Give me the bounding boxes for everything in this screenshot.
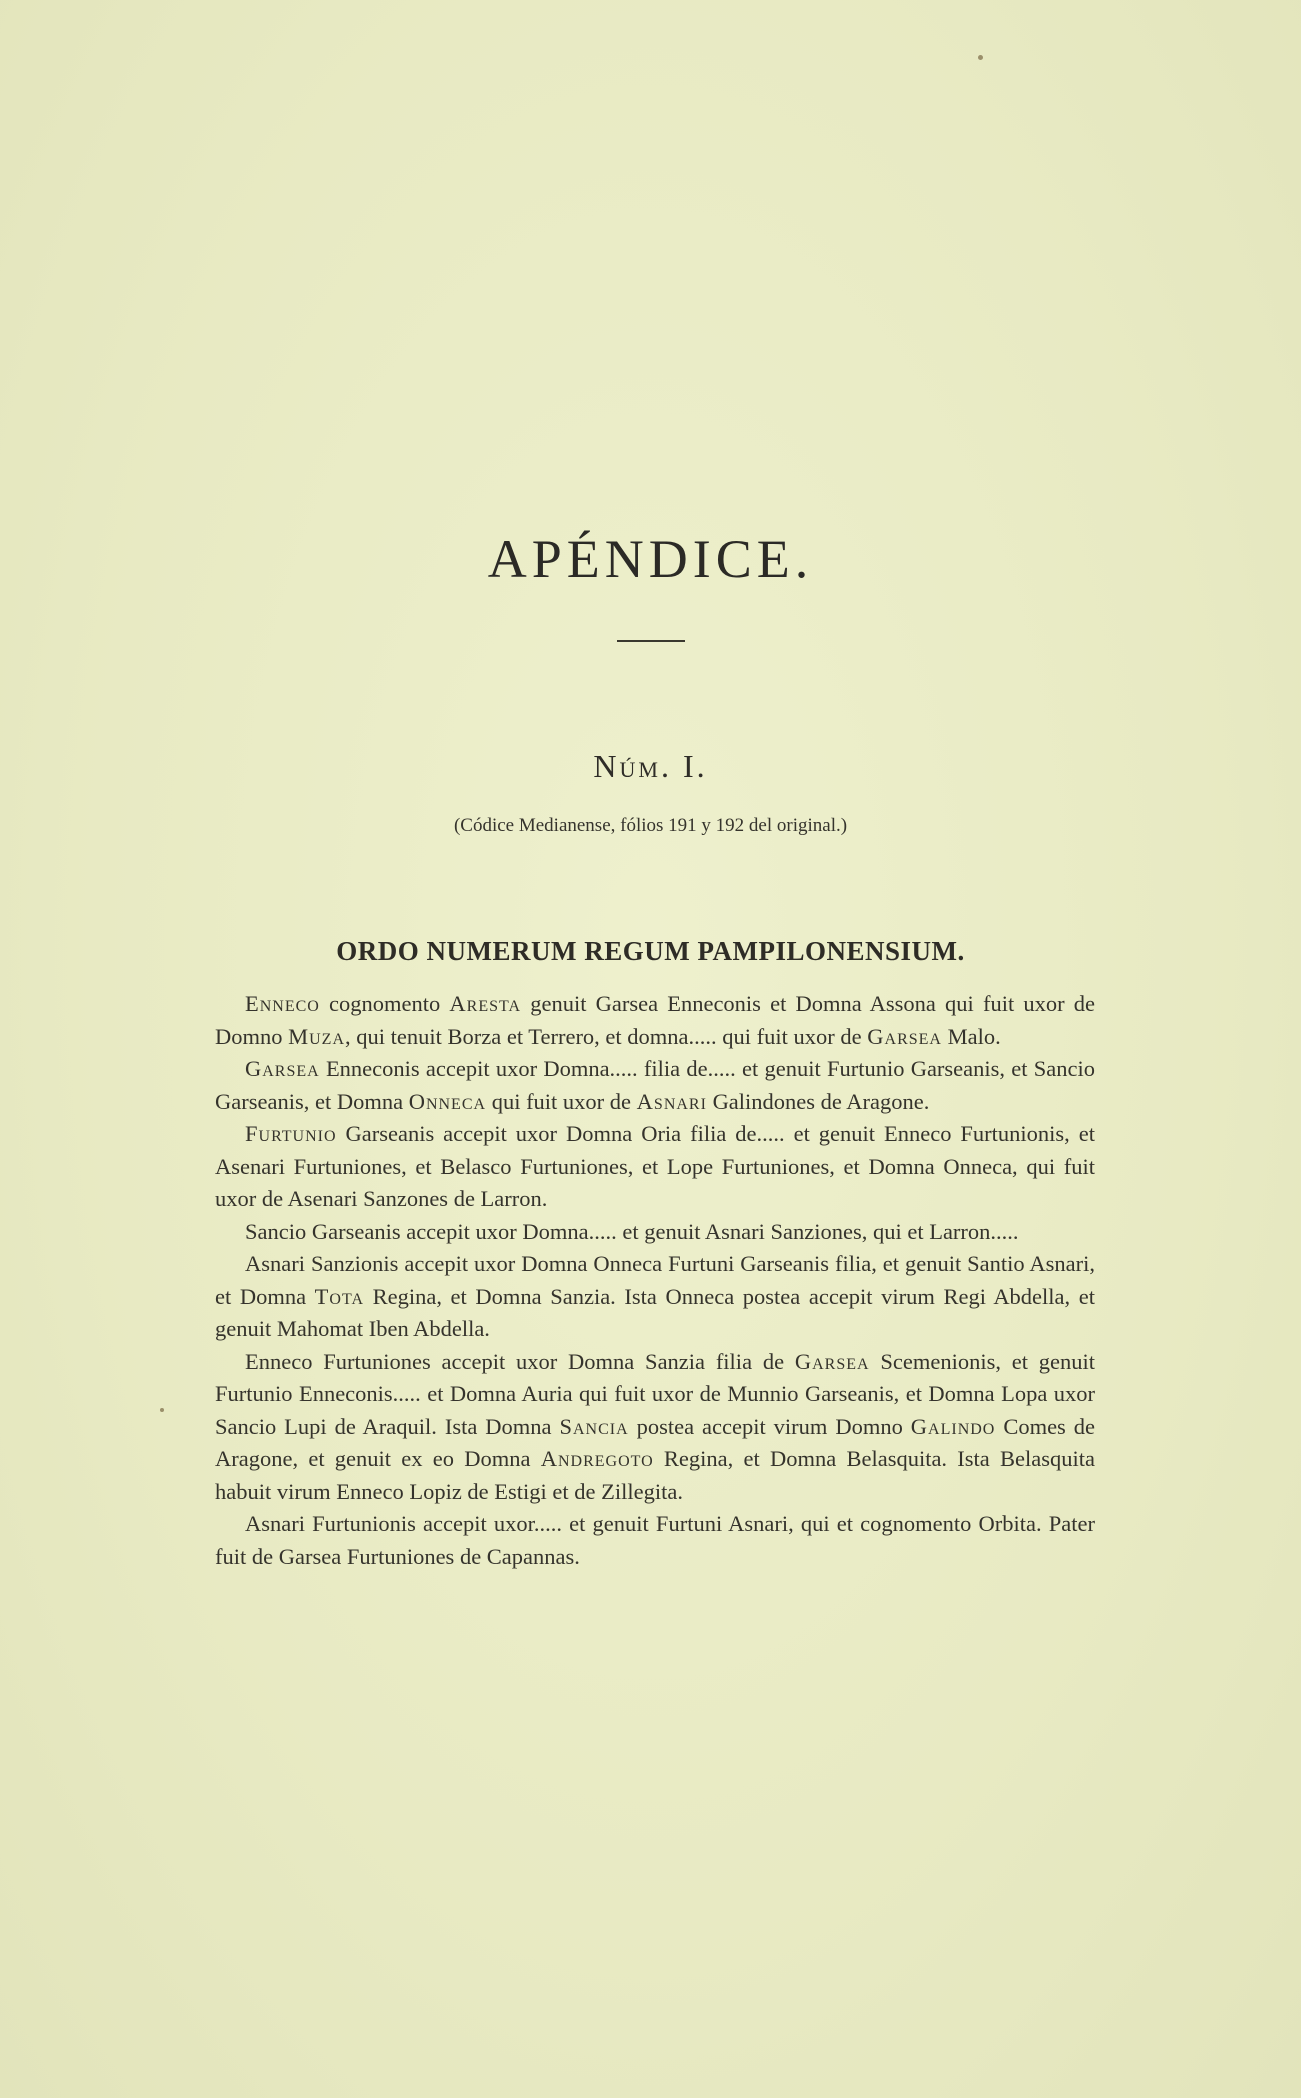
paragraph bbox=[215, 1508, 1095, 1573]
text-run: genuit Garsea Enneconis et Domna Assona qui fuit uxor de Domno bbox=[215, 991, 1095, 1049]
small-caps-name: Enneco bbox=[245, 991, 320, 1016]
small-caps-name: Onneca bbox=[408, 1088, 487, 1114]
text-run: Scemenionis, et genuit Furtunio Enneconis..... et Domna Auria qui fuit uxor de Munnio Garseanis, et Domna Lopa uxor Sancio Lupi de Araquil. Ista Domna bbox=[215, 1348, 1095, 1439]
small-caps-name: Garsea bbox=[794, 1348, 870, 1374]
paragraph bbox=[215, 988, 1095, 1053]
text-run: Garseanis accepit uxor Domna Oria filia de..... et genuit Enneco Furtunionis, et Asenari Furtuniones, et Belasco Furtuniones, et Lope Furtuniones, et Domna Onneca, qui fuit uxor de Asenari Sanzones de Larron. bbox=[215, 1121, 1095, 1211]
small-caps-name: Galindo bbox=[910, 1413, 996, 1439]
title-divider bbox=[617, 640, 685, 642]
text-run: Regina, et Domna Belasquita. Ista Belasquita habuit virum Enneco Lopiz de Estigi et de Zillegita. bbox=[215, 1446, 1095, 1504]
text-run: qui fuit uxor de bbox=[486, 1088, 637, 1114]
paragraph bbox=[215, 1248, 1095, 1346]
small-caps-name: Garsea bbox=[867, 1023, 942, 1049]
text-run: Asnari Furtunionis accepit uxor..... et genuit Furtuni Asnari, qui et cognomento Orbita. Pater fuit de Garsea Furtuniones de Capannas. bbox=[215, 1511, 1095, 1569]
text-run: Asnari Sanzionis accepit uxor Domna Onneca Furtuni Garseanis filia, et genuit Santio Asnari, et Domna bbox=[215, 1251, 1095, 1309]
paragraph bbox=[215, 1216, 1095, 1249]
text-run: Enneco Furtuniones accepit uxor Domna Sanzia filia de bbox=[245, 1348, 795, 1374]
text-run: , qui tenuit Borza et Terrero, et domna..... qui fuit uxor de bbox=[345, 1023, 868, 1049]
small-caps-name: Muza bbox=[288, 1023, 346, 1049]
text-run: Galindones de Aragone. bbox=[706, 1088, 930, 1114]
small-caps-name: Garsea bbox=[245, 1056, 320, 1081]
small-caps-name: Sancia bbox=[559, 1413, 629, 1439]
text-run: Malo. bbox=[941, 1023, 1001, 1049]
paper-speck bbox=[978, 55, 983, 60]
page-title: APÉNDICE. bbox=[487, 529, 814, 590]
small-caps-name: Aresta bbox=[449, 991, 522, 1016]
body-text bbox=[215, 988, 1095, 1573]
paragraph bbox=[215, 1346, 1095, 1509]
text-run: Sancio Garseanis accepit uxor Domna..... et genuit Asnari Sanziones, qui et Larron..... bbox=[245, 1218, 1019, 1244]
small-caps-name: Tota bbox=[314, 1283, 365, 1309]
text-run: Enneconis accepit uxor Domna..... filia de..... et genuit Furtunio Garseanis, et Sancio Garseanis, et Domna bbox=[215, 1056, 1095, 1114]
document-heading: ORDO NUMERUM REGUM PAMPILONENSIUM. bbox=[336, 936, 965, 967]
source-note: (Códice Medianense, fólios 191 y 192 del original.) bbox=[453, 815, 848, 836]
section-number: Núm. I. bbox=[593, 748, 708, 784]
small-caps-name: Andregoto bbox=[540, 1446, 654, 1471]
paragraph bbox=[215, 1053, 1095, 1118]
text-run: Comes de Aragone, et genuit ex eo Domna bbox=[215, 1413, 1095, 1471]
small-caps-name: Asnari bbox=[636, 1088, 707, 1114]
text-run: Regina, et Domna Sanzia. Ista Onneca postea accepit virum Regi Abdella, et genuit Mahomat Iben Abdella. bbox=[215, 1283, 1095, 1341]
paper-speck bbox=[160, 1408, 164, 1412]
paragraph bbox=[215, 1118, 1095, 1216]
text-run: postea accepit virum Domno bbox=[628, 1413, 911, 1439]
text-run: cognomento bbox=[319, 991, 450, 1016]
small-caps-name: Furtunio bbox=[245, 1121, 337, 1146]
